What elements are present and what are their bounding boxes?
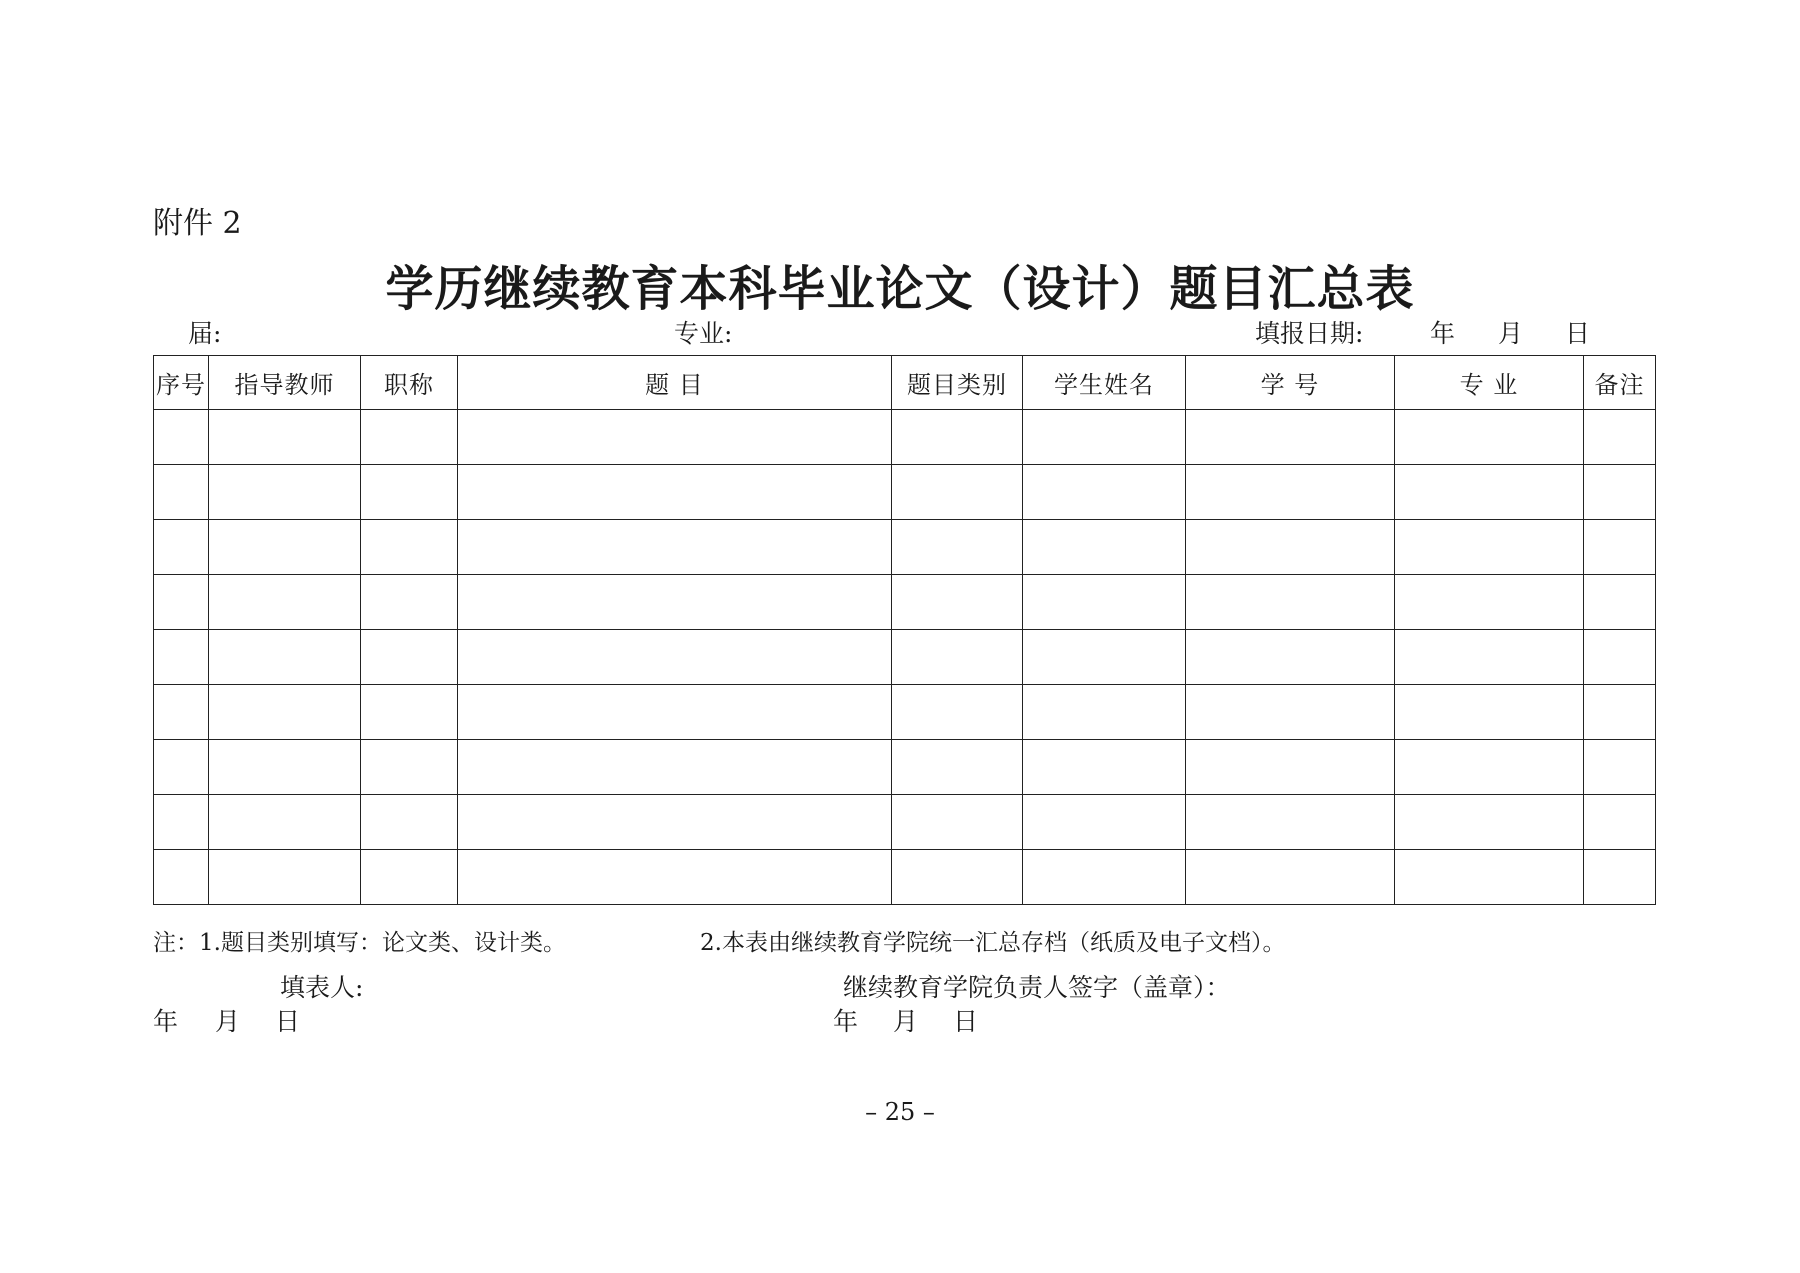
table-cell[interactable] <box>1395 795 1584 850</box>
table-cell[interactable] <box>1584 740 1656 795</box>
table-cell[interactable] <box>1023 850 1186 905</box>
page-number: – 25 – <box>865 1098 935 1126</box>
column-header: 题目类别 <box>892 356 1023 410</box>
table-cell[interactable] <box>892 575 1023 630</box>
column-header: 题 目 <box>458 356 892 410</box>
table-cell[interactable] <box>1584 850 1656 905</box>
filler-label: 填表人: <box>280 973 364 1002</box>
table-cell[interactable] <box>1023 740 1186 795</box>
table-cell[interactable] <box>458 520 892 575</box>
table-cell[interactable] <box>1186 630 1395 685</box>
table-cell[interactable] <box>209 520 361 575</box>
major-label: 专业: <box>674 319 733 348</box>
table-cell[interactable] <box>1186 850 1395 905</box>
table-cell[interactable] <box>361 795 458 850</box>
table-cell[interactable] <box>1584 465 1656 520</box>
table-cell[interactable] <box>154 795 209 850</box>
table-header-row <box>154 356 1656 410</box>
note-archive: 2.本表由继续教育学院统一汇总存档（纸质及电子文档）。 <box>700 930 1286 956</box>
table-cell[interactable] <box>1186 410 1395 465</box>
table-row <box>154 685 1656 740</box>
table-cell[interactable] <box>361 740 458 795</box>
table-cell[interactable] <box>1023 410 1186 465</box>
filler-date-month: 月 <box>215 1007 241 1036</box>
table-cell[interactable] <box>1395 465 1584 520</box>
table-cell[interactable] <box>1023 465 1186 520</box>
session-label: 届: <box>188 319 222 348</box>
table-cell[interactable] <box>892 630 1023 685</box>
table-cell[interactable] <box>458 575 892 630</box>
table-cell[interactable] <box>892 520 1023 575</box>
table-cell[interactable] <box>1186 795 1395 850</box>
table-row <box>154 630 1656 685</box>
table-cell[interactable] <box>209 740 361 795</box>
table-cell[interactable] <box>1023 685 1186 740</box>
table-row <box>154 575 1656 630</box>
table-cell[interactable] <box>458 740 892 795</box>
table-cell[interactable] <box>892 685 1023 740</box>
form-title: 学历继续教育本科毕业论文（设计）题目汇总表 <box>385 261 1415 317</box>
report-date-month: 月 <box>1498 319 1524 348</box>
table-row <box>154 410 1656 465</box>
note-category: 注：1.题目类别填写：论文类、设计类。 <box>153 930 566 956</box>
table-cell[interactable] <box>892 410 1023 465</box>
table-cell[interactable] <box>154 685 209 740</box>
table-cell[interactable] <box>458 630 892 685</box>
table-cell[interactable] <box>209 410 361 465</box>
table-cell[interactable] <box>1023 630 1186 685</box>
table-row <box>154 795 1656 850</box>
column-header: 指导教师 <box>209 356 361 410</box>
table-cell[interactable] <box>361 465 458 520</box>
table-cell[interactable] <box>1023 520 1186 575</box>
report-date-year: 年 <box>1430 319 1456 348</box>
table-cell[interactable] <box>1186 465 1395 520</box>
table-row <box>154 520 1656 575</box>
table-cell[interactable] <box>458 850 892 905</box>
table-cell[interactable] <box>1023 795 1186 850</box>
table-cell[interactable] <box>458 795 892 850</box>
column-header: 学生姓名 <box>1023 356 1186 410</box>
table-cell[interactable] <box>1395 850 1584 905</box>
table-cell[interactable] <box>458 685 892 740</box>
table-cell[interactable] <box>458 465 892 520</box>
table-cell[interactable] <box>1584 520 1656 575</box>
table-cell[interactable] <box>1186 740 1395 795</box>
table-cell[interactable] <box>361 575 458 630</box>
column-header: 职称 <box>361 356 458 410</box>
table-cell[interactable] <box>892 465 1023 520</box>
table-cell[interactable] <box>1395 575 1584 630</box>
table-cell[interactable] <box>1584 685 1656 740</box>
table-cell[interactable] <box>361 630 458 685</box>
table-cell[interactable] <box>154 630 209 685</box>
topic-summary-table <box>153 355 1656 905</box>
table-cell[interactable] <box>1584 630 1656 685</box>
table-cell[interactable] <box>361 685 458 740</box>
table-cell[interactable] <box>209 465 361 520</box>
table-cell[interactable] <box>209 685 361 740</box>
table-cell[interactable] <box>1395 630 1584 685</box>
table-cell[interactable] <box>154 520 209 575</box>
dean-signature-label: 继续教育学院负责人签字（盖章）： <box>843 973 1231 1002</box>
table-body <box>154 410 1656 905</box>
table-cell[interactable] <box>1395 685 1584 740</box>
table-cell[interactable] <box>892 795 1023 850</box>
table-cell[interactable] <box>1395 520 1584 575</box>
table-cell[interactable] <box>154 740 209 795</box>
table-cell[interactable] <box>209 850 361 905</box>
report-date-day: 日 <box>1565 319 1591 348</box>
table-cell[interactable] <box>1023 575 1186 630</box>
table-cell[interactable] <box>1584 575 1656 630</box>
dean-date-day: 日 <box>953 1007 979 1036</box>
table-cell[interactable] <box>209 575 361 630</box>
table-cell[interactable] <box>361 520 458 575</box>
table-cell[interactable] <box>154 575 209 630</box>
dean-date-month: 月 <box>893 1007 919 1036</box>
table-cell[interactable] <box>154 410 209 465</box>
column-header: 序号 <box>154 356 209 410</box>
table-row <box>154 850 1656 905</box>
table-cell[interactable] <box>1395 740 1584 795</box>
table-cell[interactable] <box>1186 575 1395 630</box>
table-cell[interactable] <box>209 630 361 685</box>
table-cell[interactable] <box>1584 795 1656 850</box>
table-cell[interactable] <box>1395 410 1584 465</box>
table-cell[interactable] <box>1584 410 1656 465</box>
table-cell[interactable] <box>154 465 209 520</box>
table-row <box>154 465 1656 520</box>
column-header: 备注 <box>1584 356 1656 410</box>
column-header: 学 号 <box>1186 356 1395 410</box>
table-cell[interactable] <box>361 850 458 905</box>
filler-date-day: 日 <box>275 1007 301 1036</box>
column-header: 专 业 <box>1395 356 1584 410</box>
table-row <box>154 740 1656 795</box>
dean-date-year: 年 <box>833 1007 859 1036</box>
report-date-label: 填报日期: <box>1255 319 1364 348</box>
table-cell[interactable] <box>154 850 209 905</box>
filler-date-year: 年 <box>153 1007 179 1036</box>
attachment-label: 附件 2 <box>153 206 242 241</box>
table-cell[interactable] <box>892 850 1023 905</box>
table-cell[interactable] <box>458 410 892 465</box>
table-cell[interactable] <box>1186 520 1395 575</box>
table-cell[interactable] <box>209 795 361 850</box>
table-cell[interactable] <box>892 740 1023 795</box>
table-cell[interactable] <box>1186 685 1395 740</box>
table-cell[interactable] <box>361 410 458 465</box>
